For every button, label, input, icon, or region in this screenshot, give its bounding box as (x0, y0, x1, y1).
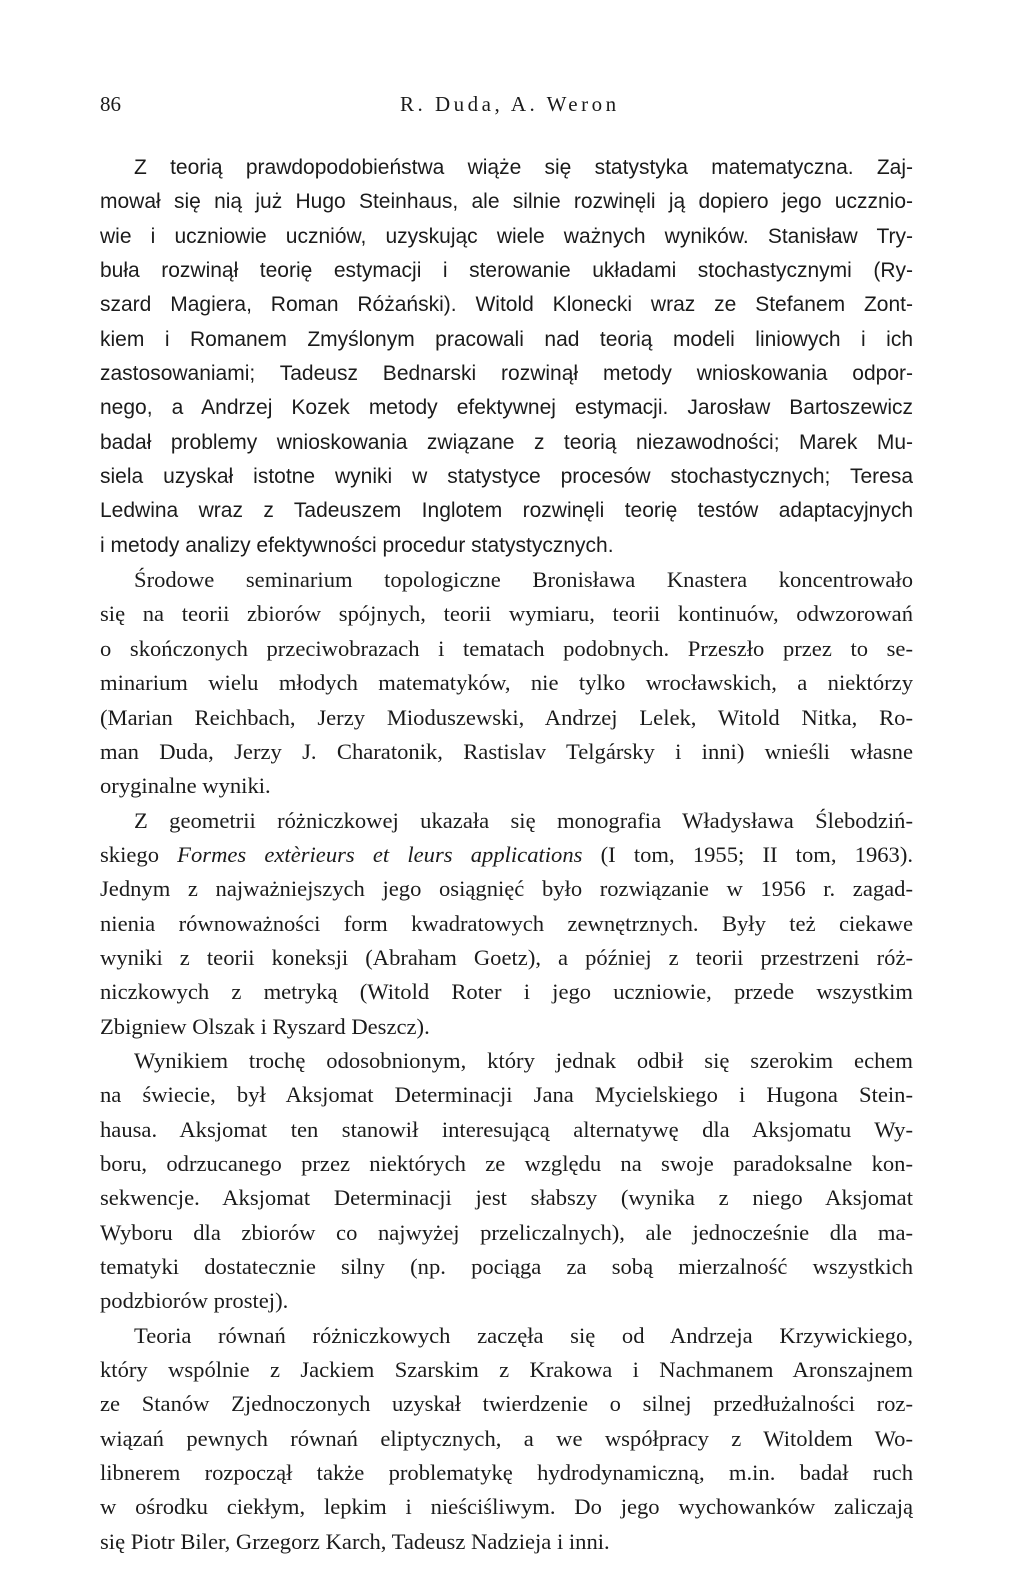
text-line: siela uzyskał istotne wyniki w statystyce procesów stochastycznych; Teresa (100, 465, 913, 489)
book-title: Formes extèrieurs et leurs applications (177, 841, 583, 867)
paragraph-differential-equations (100, 1319, 913, 1559)
text-line: podzbiorów prostej). (100, 1288, 289, 1314)
text-line: zastosowaniami; Tadeusz Bednarski rozwinął metody wnioskowania odpor- (100, 362, 913, 386)
text-line: sekwencje. Aksjomat Determinacji jest słabszy (wynika z niego Aksjomat (100, 1185, 913, 1211)
text-line: nienia równoważności form kwadratowych zewnętrznych. Były też ciekawe (100, 910, 913, 936)
text-line: na świecie, był Aksjomat Determinacji Jana Mycielskiego i Hugona Stein- (100, 1082, 913, 1108)
text-line: man Duda, Jerzy J. Charatonik, Rastislav Telgársky i inni) wnieśli własne (100, 738, 913, 764)
paragraph-statistics (100, 151, 913, 563)
text-fragment: (I tom, 1955; II tom, 1963). (582, 841, 913, 867)
text-line: niczkowych z metryką (Witold Roter i jego uczniowie, przede wszystkim (100, 979, 913, 1005)
text-line: się na teorii zbiorów spójnych, teorii wymiaru, teorii kontinuów, odwzorowań (100, 601, 913, 627)
text-line: nego, a Andrzej Kozek metody efektywnej estymacji. Jarosław Bartoszewicz (100, 396, 913, 420)
text-line: libnerem rozpoczął także problematykę hydrodynamiczną, m.in. badał ruch (100, 1460, 913, 1486)
text-line: buła rozwinął teorię estymacji i sterowanie układami stochastycznymi (Ry- (100, 259, 913, 283)
text-line: wyniki z teorii koneksji (Abraham Goetz), a później z teorii przestrzeni róż- (100, 944, 913, 970)
text-line: który wspólnie z Jackiem Szarskim z Krakowa i Nachmanem Aronszajnem (100, 1357, 913, 1383)
text-line: hausa. Aksjomat ten stanowił interesującą alternatywę dla Aksjomatu Wy- (100, 1116, 913, 1142)
page-number: 86 (100, 92, 121, 116)
text-line: boru, odrzucanego przez niektórych ze względu na swoje paradoksalne kon- (100, 1150, 913, 1176)
text-line: Zbigniew Olszak i Ryszard Deszcz). (100, 1013, 430, 1039)
page-header (100, 92, 913, 128)
text-line: Wynikiem trochę odosobnionym, który jednak odbił się szerokim echem (134, 1047, 913, 1073)
paragraph-differential-geometry (100, 804, 913, 1044)
text-line: tematyki dostatecznie silny (np. pociąga za sobą mierzalność wszystkich (100, 1254, 913, 1279)
text-line: Ledwina wraz z Tadeuszem Inglotem rozwinęli teorię testów adaptacyjnych (100, 499, 913, 523)
text-line: badał problemy wnioskowania związane z teorią niezawodności; Marek Mu- (100, 430, 913, 454)
body-text (100, 151, 913, 1559)
text-fragment: skiego (100, 841, 178, 867)
text-line: Z geometrii różniczkowej ukazała się monografia Władysława Ślebodziń- (134, 807, 913, 833)
text-line: Teoria równań różniczkowych zaczęła się od Andrzeja Krzywickiego, (134, 1322, 913, 1348)
text-line: wiązań pewnych równań eliptycznych, a we współpracy z Witoldem Wo- (100, 1425, 913, 1451)
paragraph-axiom-of-determinacy (100, 1044, 913, 1319)
paragraph-topology-seminar (100, 563, 913, 803)
text-line: ze Stanów Zjednoczonych uzyskał twierdzenie o silnej przedłużalności roz- (100, 1391, 913, 1417)
text-line: Z teorią prawdopodobieństwa wiąże się statystyka matematyczna. Zaj- (134, 156, 913, 179)
text-line: w ośrodku ciekłym, lepkim i nieściśliwym. Do jego wychowanków zaliczają (100, 1494, 913, 1520)
text-line: kiem i Romanem Zmyślonym pracowali nad teorią modeli liniowych i ich (100, 327, 913, 351)
text-line: i metody analizy efektywności procedur statystycznych. (100, 533, 614, 557)
text-line: mował się nią już Hugo Steinhaus, ale silnie rozwinęli ją dopiero jego uczznio- (100, 190, 913, 214)
running-head: R. Duda, A. Weron (400, 92, 620, 116)
text-line-with-title (100, 838, 913, 872)
text-line: (Marian Reichbach, Jerzy Mioduszewski, Andrzej Lelek, Witold Nitka, Ro- (100, 704, 913, 730)
text-line: wie i uczniowie uczniów, uzyskując wiele ważnych wyników. Stanisław Try- (100, 224, 913, 248)
text-line: minarium wielu młodych matematyków, nie tylko wrocławskich, a niektórzy (100, 670, 913, 696)
text-line: o skończonych przeciwobrazach i tematach podobnych. Przeszło przez to se- (100, 635, 913, 661)
text-line: Środowe seminarium topologiczne Bronisława Knastera koncentrowało (134, 567, 913, 593)
text-line: się Piotr Biler, Grzegorz Karch, Tadeusz Nadzieja i inni. (100, 1528, 610, 1554)
book-page (100, 92, 913, 1559)
text-line: szard Magiera, Roman Różański). Witold Klonecki wraz ze Stefanem Zont- (100, 293, 913, 317)
text-line: oryginalne wyniki. (100, 773, 271, 799)
text-line: Wyboru dla zbiorów co najwyżej przeliczalnych), ale jednocześnie dla ma- (100, 1219, 913, 1245)
text-line: Jednym z najważniejszych jego osiągnięć było rozwiązanie w 1956 r. zagad- (100, 876, 913, 902)
